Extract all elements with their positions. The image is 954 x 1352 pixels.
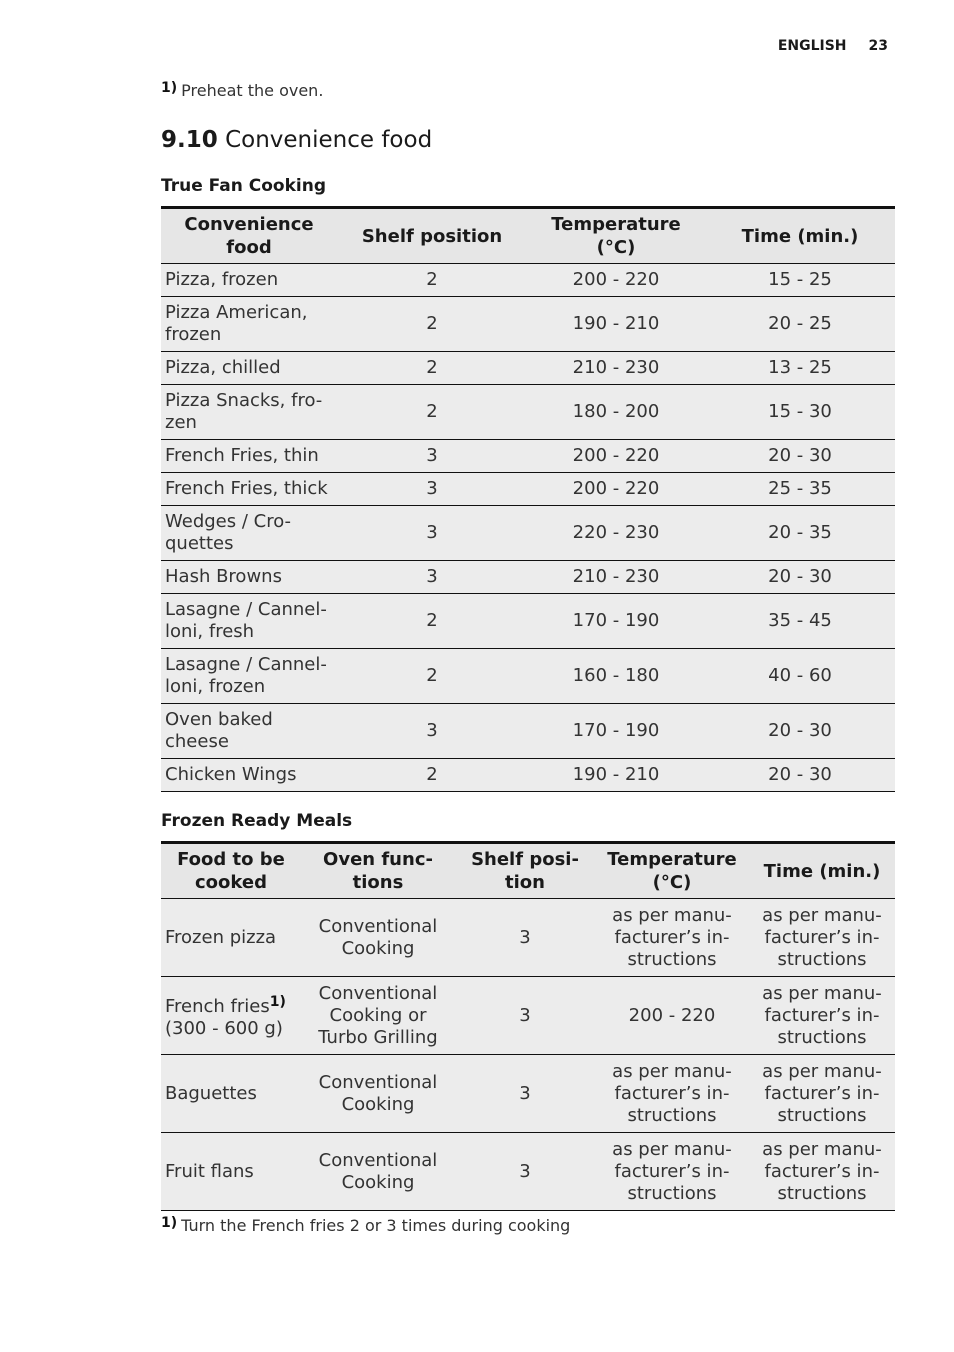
table-cell: Chicken Wings	[161, 759, 337, 792]
table-cell: 3	[455, 977, 595, 1055]
table-cell: 20 - 30	[705, 704, 895, 759]
table-cell: 20 - 30	[705, 759, 895, 792]
table-cell: as per manu-facturer’s in-structions	[595, 1133, 749, 1211]
section-title: Convenience food	[225, 127, 433, 153]
table-cell: 20 - 25	[705, 297, 895, 352]
footnote-marker: 1)	[161, 1215, 178, 1231]
table-cell: Oven baked cheese	[161, 704, 337, 759]
table-cell: 200 - 220	[527, 440, 705, 473]
table-cell: 200 - 220	[595, 977, 749, 1055]
table-cell: as per manu-facturer’s in-structions	[749, 1055, 895, 1133]
table-cell: Fruit flans	[161, 1133, 301, 1211]
table-cell: as per manu-facturer’s in-structions	[595, 1055, 749, 1133]
table-cell: 3	[455, 1133, 595, 1211]
table-cell: 210 - 230	[527, 561, 705, 594]
table-body	[161, 264, 895, 792]
table-cell: 2	[337, 385, 527, 440]
table-cell: Frozen pizza	[161, 899, 301, 977]
table-cell: 40 - 60	[705, 649, 895, 704]
footnote-text: Preheat the oven.	[181, 81, 324, 100]
table-row	[161, 759, 895, 792]
table-cell: 15 - 25	[705, 264, 895, 297]
table-cell: Pizza American, frozen	[161, 297, 337, 352]
header-language: ENGLISH	[777, 38, 847, 54]
table-cell: 20 - 30	[705, 561, 895, 594]
table-row	[161, 561, 895, 594]
table-cell: 15 - 30	[705, 385, 895, 440]
food-name: French fries	[165, 996, 270, 1017]
table-cell: 2	[337, 759, 527, 792]
table-cell: 160 - 180	[527, 649, 705, 704]
table-cell: 220 - 230	[527, 506, 705, 561]
table-header-row	[161, 843, 895, 899]
table-cell: as per manu-facturer’s in-structions	[749, 899, 895, 977]
table-cell: Baguettes	[161, 1055, 301, 1133]
table-row	[161, 440, 895, 473]
table-cell: 2	[337, 594, 527, 649]
footnote-preheat	[161, 80, 323, 100]
table-row	[161, 297, 895, 352]
table-cell: Conventional Cooking	[301, 899, 455, 977]
table-cell: 3	[337, 473, 527, 506]
frozen-ready-meals-table	[161, 841, 895, 1211]
table-cell: Conventional Cooking	[301, 1133, 455, 1211]
table-body	[161, 899, 895, 1211]
table-cell	[161, 977, 301, 1055]
true-fan-cooking-table	[161, 206, 895, 792]
table-cell: as per manu-facturer’s in-structions	[595, 899, 749, 977]
food-weight: (300 - 600 g)	[165, 1018, 283, 1039]
table-cell: 2	[337, 352, 527, 385]
section-heading	[161, 127, 432, 153]
table-cell: 3	[455, 899, 595, 977]
table-cell: 190 - 210	[527, 297, 705, 352]
table-cell: 35 - 45	[705, 594, 895, 649]
footnote-marker: 1)	[269, 994, 286, 1010]
table-row	[161, 899, 895, 977]
table-cell: as per manu-facturer’s in-structions	[749, 1133, 895, 1211]
table-cell: 170 - 190	[527, 594, 705, 649]
table-cell: Conventional Cooking or Turbo Grilling	[301, 977, 455, 1055]
page-header	[778, 38, 888, 54]
column-header: Time (min.)	[705, 208, 895, 264]
table-cell: 210 - 230	[527, 352, 705, 385]
table-cell: 2	[337, 297, 527, 352]
column-header: Convenience food	[161, 208, 337, 264]
table-header-row	[161, 208, 895, 264]
table-cell: Wedges / Cro-quettes	[161, 506, 337, 561]
table-cell: 180 - 200	[527, 385, 705, 440]
table-cell: French Fries, thin	[161, 440, 337, 473]
column-header: Time (min.)	[749, 843, 895, 899]
table-cell: 3	[337, 561, 527, 594]
table-cell: French Fries, thick	[161, 473, 337, 506]
table-cell: 190 - 210	[527, 759, 705, 792]
table1-heading: True Fan Cooking	[161, 176, 327, 196]
table-row	[161, 977, 895, 1055]
table-row	[161, 264, 895, 297]
table-cell: 3	[337, 506, 527, 561]
table-cell: 20 - 35	[705, 506, 895, 561]
table-cell: Lasagne / Cannel-loni, frozen	[161, 649, 337, 704]
table-cell: Conventional Cooking	[301, 1055, 455, 1133]
footnote-text: Turn the French fries 2 or 3 times during cooking	[181, 1216, 571, 1235]
column-header: Shelf posi-tion	[455, 843, 595, 899]
section-number: 9.10	[161, 127, 218, 153]
table-cell: as per manu-facturer’s in-structions	[749, 977, 895, 1055]
table-cell: 170 - 190	[527, 704, 705, 759]
table-row	[161, 594, 895, 649]
table-cell: 2	[337, 649, 527, 704]
table-cell: 25 - 35	[705, 473, 895, 506]
table-cell: 200 - 220	[527, 473, 705, 506]
column-header: Oven func-tions	[301, 843, 455, 899]
table-row	[161, 1133, 895, 1211]
table-row	[161, 506, 895, 561]
table-cell: 20 - 30	[705, 440, 895, 473]
table-cell: 13 - 25	[705, 352, 895, 385]
table-cell: 3	[337, 704, 527, 759]
column-header: Temperature (°C)	[595, 843, 749, 899]
footnote-french-fries	[161, 1215, 570, 1235]
column-header: Food to be cooked	[161, 843, 301, 899]
table2-heading: Frozen Ready Meals	[161, 811, 353, 831]
table-cell: Pizza, chilled	[161, 352, 337, 385]
table-cell: Pizza, frozen	[161, 264, 337, 297]
footnote-marker: 1)	[161, 80, 178, 96]
table-row	[161, 704, 895, 759]
table-row	[161, 352, 895, 385]
table-row	[161, 385, 895, 440]
table-cell: Lasagne / Cannel-loni, fresh	[161, 594, 337, 649]
column-header: Temperature (°C)	[527, 208, 705, 264]
table-cell: 2	[337, 264, 527, 297]
table-cell: Pizza Snacks, fro-zen	[161, 385, 337, 440]
table-cell: 3	[337, 440, 527, 473]
table-cell: Hash Browns	[161, 561, 337, 594]
column-header: Shelf position	[337, 208, 527, 264]
table-cell: 200 - 220	[527, 264, 705, 297]
table-row	[161, 473, 895, 506]
table-row	[161, 649, 895, 704]
page-number: 23	[868, 38, 888, 54]
table-row	[161, 1055, 895, 1133]
table-cell: 3	[455, 1055, 595, 1133]
